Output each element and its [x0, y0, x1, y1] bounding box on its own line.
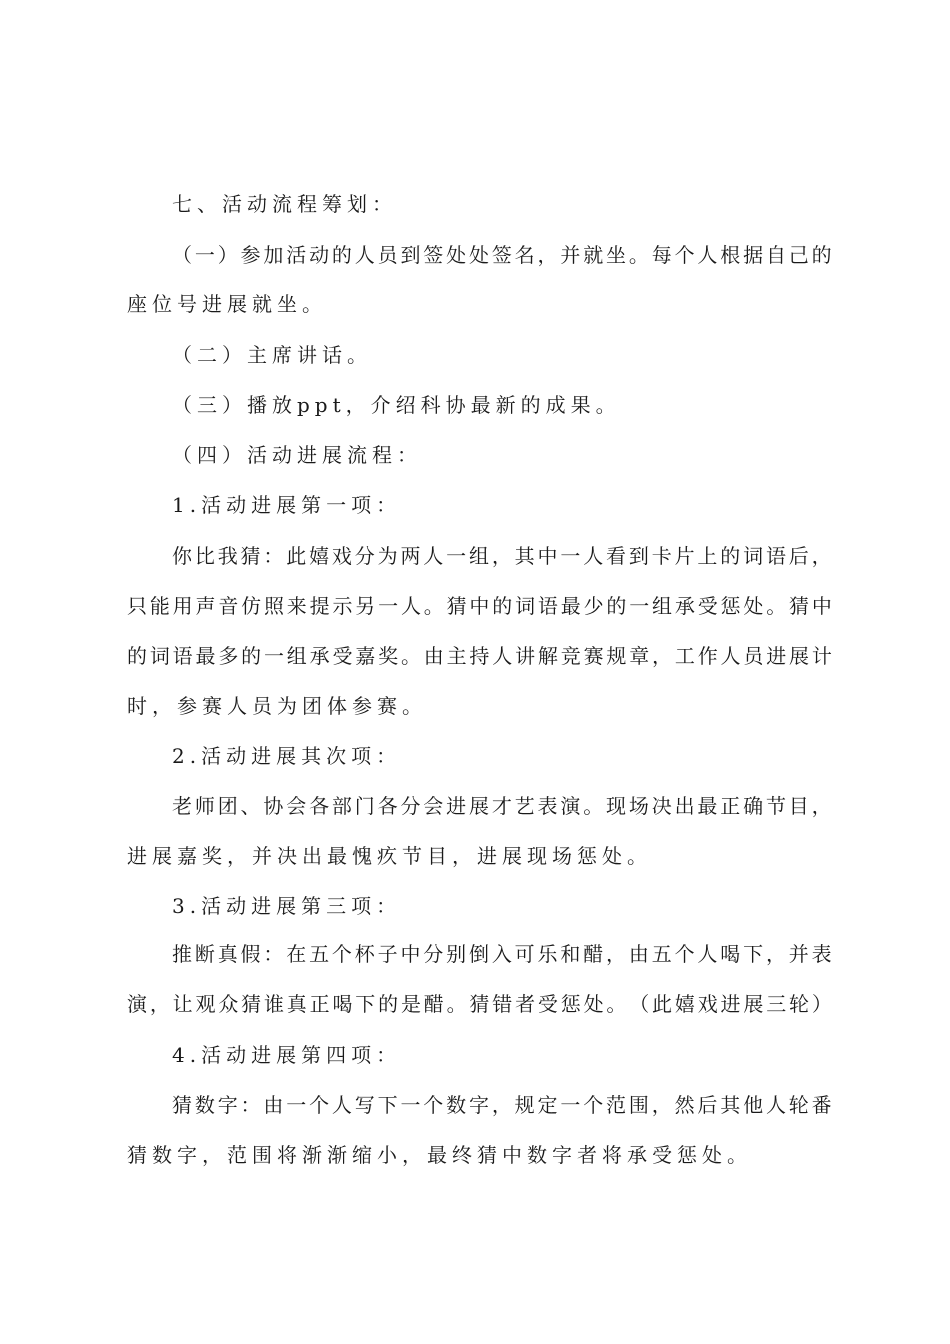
paragraph-line: 演 ， 让 观 众 猜 谁 真 正 喝 下 的 是 醋 。 猜 错 者 受 惩 处 。 （ 此 嬉 戏 进 展 三 轮 ）: [127, 992, 832, 1016]
item-heading: 2.活动进展其次项：: [172, 744, 402, 768]
paragraph-line: 老 师 团 、 协 会 各 部 门 各 分 会 进 展 才 艺 表 演 。 现 场 决 出 最 正 确 节 目 ，: [172, 794, 832, 818]
paragraph-line: 的 词 语 最 多 的 一 组 承 受 嘉 奖 。 由 主 持 人 讲 解 竞 赛 规 章 ， 工 作 人 员 进 展 计: [127, 644, 832, 668]
item-heading: 4.活动进展第四项：: [172, 1043, 402, 1067]
paragraph-line: 猜 数 字 ： 由 一 个 人 写 下 一 个 数 字 ， 规 定 一 个 范 围 ， 然 后 其 他 人 轮 番: [172, 1093, 832, 1117]
paragraph-line: 座位号进展就坐。: [127, 292, 327, 316]
paragraph-line: 只 能 用 声 音 仿 照 来 提 示 另 一 人 。 猜 中 的 词 语 最 少 的 一 组 承 受 惩 处 。 猜 中: [127, 594, 832, 618]
paragraph-line: 时，参赛人员为团体参赛。: [127, 694, 427, 718]
paragraph-line: 进展嘉奖，并决出最愧疚节目，进展现场惩处。: [127, 844, 652, 868]
paragraph-line: （三）播放ppt，介绍科协最新的成果。: [172, 393, 621, 417]
item-heading: 3.活动进展第三项：: [172, 894, 402, 918]
paragraph-line: 猜数字，范围将渐渐缩小，最终猜中数字者将承受惩处。: [127, 1143, 752, 1167]
paragraph-line: 推 断 真 假 ： 在 五 个 杯 子 中 分 别 倒 入 可 乐 和 醋 ， 由 五 个 人 喝 下 ， 并 表: [172, 942, 832, 966]
paragraph-line: 你 比 我 猜 ： 此 嬉 戏 分 为 两 人 一 组 ， 其 中 一 人 看 到 卡 片 上 的 词 语 后 ，: [172, 544, 832, 568]
item-heading: 1.活动进展第一项：: [172, 493, 402, 517]
paragraph-line: （四）活动进展流程：: [172, 443, 422, 467]
paragraph-line: （二）主席讲话。: [172, 343, 372, 367]
section-heading: 七、活动流程筹划：: [172, 192, 397, 216]
paragraph-line: （ 一 ） 参 加 活 动 的 人 员 到 签 处 处 签 名 ， 并 就 坐 。 每 个 人 根 据 自 己 的: [172, 243, 832, 267]
